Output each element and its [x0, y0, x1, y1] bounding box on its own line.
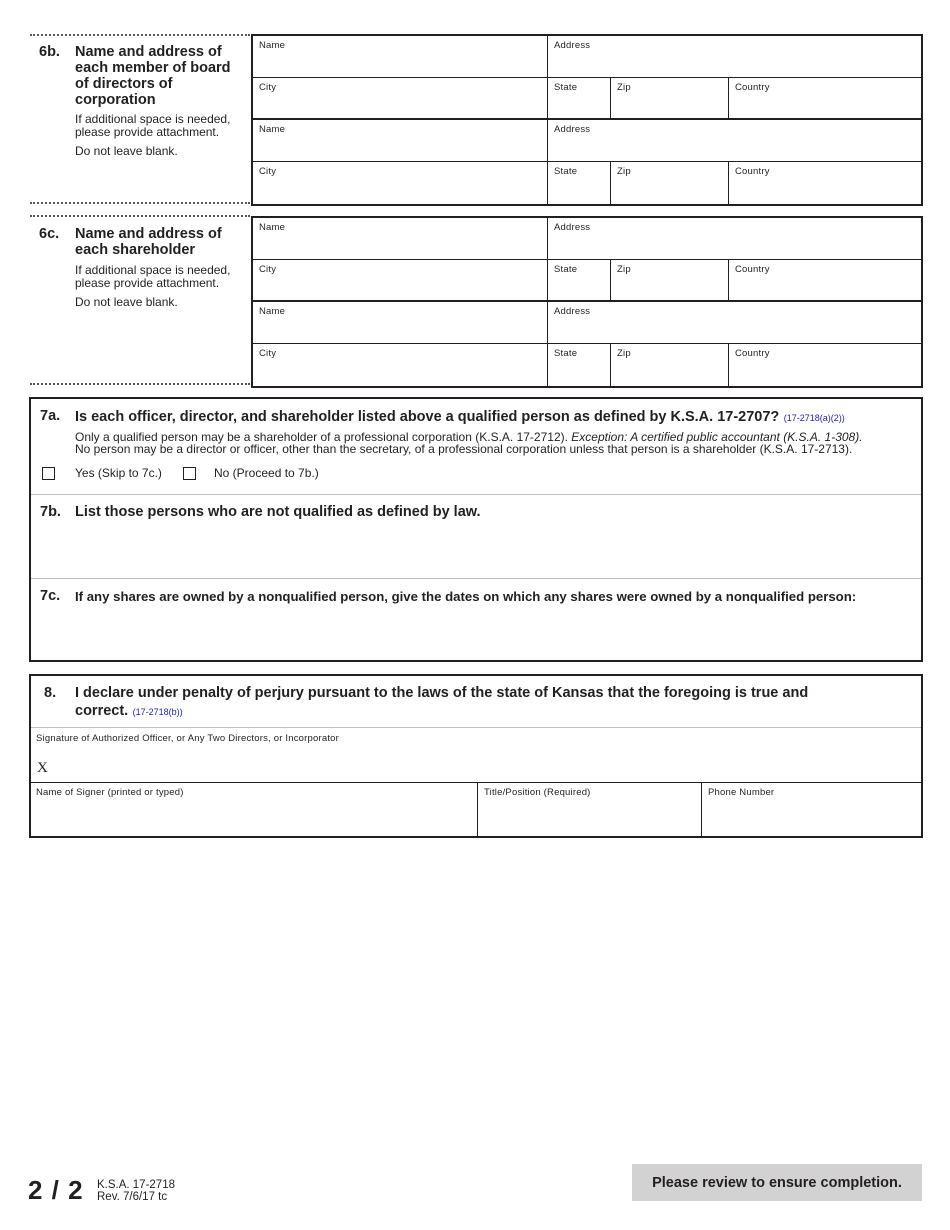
divider-dots [30, 215, 250, 217]
signature-x-mark: X [37, 760, 48, 776]
shareholder-1-address-input[interactable] [553, 236, 917, 256]
section-7a-number: 7a. [40, 408, 61, 424]
name-label: Name [259, 40, 286, 51]
page-number: 2 / 2 [28, 1175, 84, 1205]
shareholder-1-name-row [253, 218, 921, 260]
section-7a-info-2: No person may be a director or officer, other than the secretary, of a professional corporation unless that person is a shareholder (K.S.A. 17-2713). [75, 442, 853, 456]
phone-label: Phone Number [708, 787, 775, 798]
section-7c [31, 579, 921, 660]
shareholder-2-name-input[interactable] [258, 320, 543, 340]
city-label: City [259, 82, 277, 93]
section-8-declaration-line-1: I declare under penalty of perjury pursuant to the laws of the state of Kansas that the foregoing is true and [75, 685, 809, 701]
declaration-row [31, 676, 921, 728]
section-8-cite: (17-2718(b)) [132, 707, 183, 717]
zip-label: Zip [617, 264, 631, 275]
country-label: Country [735, 82, 770, 93]
yes-checkbox[interactable] [42, 467, 55, 480]
director-2-zip-input[interactable] [616, 181, 724, 201]
shareholder-2-city-row [253, 344, 921, 386]
shareholder-1-city-input[interactable] [258, 277, 543, 297]
zip-label: Zip [617, 82, 631, 93]
signer-title-input[interactable] [483, 813, 697, 833]
shareholder-2-zip-cell [610, 344, 728, 386]
section-6c-number: 6c. [39, 226, 60, 242]
shareholder-1-name-cell [253, 218, 547, 259]
shareholder-1-country-input[interactable] [734, 277, 917, 297]
city-label: City [259, 166, 277, 177]
name-label: Name [259, 124, 286, 135]
shareholder-2-address-cell [547, 302, 921, 343]
nonqualified-dates-input[interactable] [75, 609, 913, 654]
country-label: Country [735, 264, 770, 275]
country-label: Country [735, 348, 770, 359]
shareholder-1-country-cell [728, 260, 921, 300]
director-2-state-input[interactable] [553, 181, 606, 201]
address-label: Address [554, 306, 591, 317]
section-7a [31, 399, 921, 495]
director-2-address-cell [547, 120, 921, 161]
city-label: City [259, 264, 277, 275]
director-2-address-input[interactable] [553, 138, 917, 158]
section-7a-cite: (17-2718(a)(2)) [783, 413, 845, 423]
address-label: Address [554, 40, 591, 51]
phone-input[interactable] [707, 813, 917, 833]
section-6b-number: 6b. [39, 44, 60, 60]
director-1-address-input[interactable] [553, 54, 917, 74]
signer-name-cell [31, 783, 477, 836]
city-label: City [259, 348, 277, 359]
section-8-box [29, 674, 923, 838]
shareholder-2-name-row [253, 302, 921, 344]
name-label: Name [259, 222, 286, 233]
signer-name-input[interactable] [36, 813, 473, 833]
statute-reference [97, 1179, 175, 1203]
divider-dots [30, 34, 250, 36]
section-7c-number: 7c. [40, 588, 61, 604]
shareholder-1-state-cell [547, 260, 610, 300]
signer-title-label: Title/Position (Required) [484, 787, 591, 798]
shareholder-2-country-input[interactable] [734, 363, 917, 383]
section-8-declaration-line-2 [75, 702, 183, 720]
statute-text: K.S.A. 17-2718 [97, 1179, 175, 1191]
phone-cell [701, 783, 921, 836]
shareholder-1-zip-cell [610, 260, 728, 300]
name-label: Name [259, 306, 286, 317]
shareholder-2-address-input[interactable] [553, 320, 917, 340]
directors-table [251, 34, 923, 206]
signer-title-cell [477, 783, 701, 836]
director-1-state-input[interactable] [553, 95, 606, 115]
shareholders-table [251, 216, 923, 388]
director-1-city-cell [253, 78, 547, 118]
signer-name-label: Name of Signer (printed or typed) [36, 787, 184, 798]
shareholder-1-zip-input[interactable] [616, 277, 724, 297]
director-2-name-row [253, 120, 921, 162]
state-label: State [554, 264, 578, 275]
section-6c-title: Name and address of each shareholder [75, 226, 222, 258]
shareholder-2-country-cell [728, 344, 921, 386]
shareholder-1-address-cell [547, 218, 921, 259]
director-1-city-input[interactable] [258, 95, 543, 115]
state-label: State [554, 82, 578, 93]
director-1-zip-cell [610, 78, 728, 118]
zip-label: Zip [617, 348, 631, 359]
director-2-city-input[interactable] [258, 181, 543, 201]
director-2-state-cell [547, 162, 610, 204]
shareholder-1-city-cell [253, 260, 547, 300]
address-label: Address [554, 222, 591, 233]
state-label: State [554, 348, 578, 359]
director-1-name-input[interactable] [258, 54, 543, 74]
shareholder-1-name-input[interactable] [258, 236, 543, 256]
divider-dots [30, 202, 250, 204]
section-8-number: 8. [44, 685, 57, 701]
director-1-name-cell [253, 36, 547, 77]
director-2-zip-cell [610, 162, 728, 204]
shareholder-2-state-cell [547, 344, 610, 386]
zip-label: Zip [617, 166, 631, 177]
director-2-name-input[interactable] [258, 138, 543, 158]
section-7a-info-1-text: Only a qualified person may be a shareholder of a professional corporation (K.S.A. 17-2712). [75, 430, 568, 444]
director-1-zip-input[interactable] [616, 95, 724, 115]
section-6b-attachment-note: If additional space is needed, please provide attachment. [75, 112, 231, 139]
divider-dots [30, 383, 250, 385]
section-7a-question: Is each officer, director, and shareholder listed above a qualified person as defined by K.S.A. 17-2707? [75, 409, 780, 425]
director-1-country-cell [728, 78, 921, 118]
shareholder-2-name-cell [253, 302, 547, 343]
director-2-city-cell [253, 162, 547, 204]
shareholder-2-city-input[interactable] [258, 363, 543, 383]
shareholder-1-city-row [253, 260, 921, 302]
section-6c-blank-note: Do not leave blank. [75, 295, 178, 309]
shareholder-2-city-cell [253, 344, 547, 386]
review-completion-button[interactable]: Please review to ensure completion. [632, 1164, 922, 1201]
section-7b-question: List those persons who are not qualified as defined by law. [75, 504, 481, 520]
director-2-name-cell [253, 120, 547, 161]
director-2-city-row [253, 162, 921, 204]
address-label: Address [554, 124, 591, 135]
director-2-country-cell [728, 162, 921, 204]
section-7a-exception: Exception: A certified public accountant (K.S.A. 1-308). [571, 430, 863, 444]
section-7c-question: If any shares are owned by a nonqualified person, give the dates on which any shares were owned by a nonqualified person: [75, 589, 857, 604]
nonqualified-persons-input[interactable] [75, 525, 913, 572]
signature-input[interactable] [55, 758, 655, 778]
director-1-country-input[interactable] [734, 95, 917, 115]
section-7a-question-line [75, 408, 915, 426]
section-8-correct: correct. [75, 703, 129, 719]
director-2-country-input[interactable] [734, 181, 917, 201]
signature-label: Signature of Authorized Officer, or Any Two Directors, or Incorporator [36, 733, 340, 744]
section-6c-attachment-note: If additional space is needed, please provide attachment. [75, 263, 231, 290]
section-6b-blank-note: Do not leave blank. [75, 144, 178, 158]
section-7b [31, 495, 921, 579]
shareholder-2-state-input[interactable] [553, 363, 606, 383]
state-label: State [554, 166, 578, 177]
no-checkbox[interactable] [183, 467, 196, 480]
country-label: Country [735, 166, 770, 177]
shareholder-2-zip-input[interactable] [616, 363, 724, 383]
section-7b-number: 7b. [40, 504, 61, 520]
section-6b-title: Name and address of each member of board of directors of corporation [75, 44, 231, 108]
no-checkbox-label: No (Proceed to 7b.) [214, 466, 319, 480]
signature-row [31, 728, 921, 783]
shareholder-1-state-input[interactable] [553, 277, 606, 297]
director-1-name-row [253, 36, 921, 78]
director-1-city-row [253, 78, 921, 120]
director-1-state-cell [547, 78, 610, 118]
section-7-box [29, 397, 923, 662]
director-1-address-cell [547, 36, 921, 77]
yes-checkbox-label: Yes (Skip to 7c.) [75, 466, 162, 480]
revision-text: Rev. 7/6/17 tc [97, 1191, 168, 1203]
signer-row [31, 783, 921, 836]
